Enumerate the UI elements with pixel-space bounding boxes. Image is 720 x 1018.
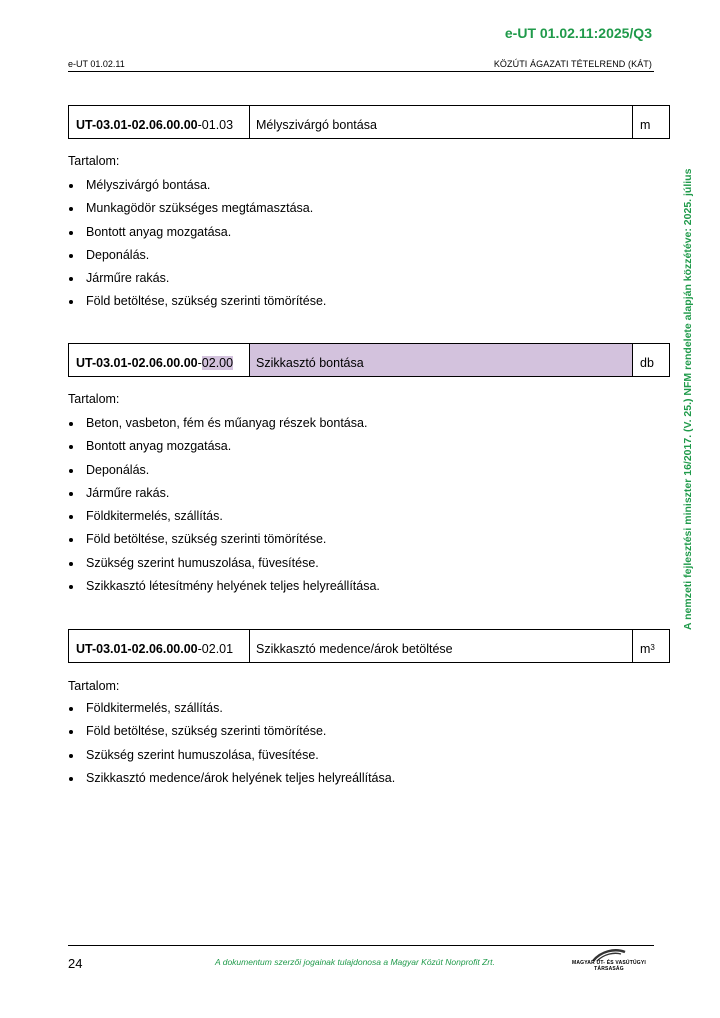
item-table-3 <box>68 629 670 663</box>
list-item: Földkitermelés, szállítás. <box>68 505 380 528</box>
unit-superscript: 3 <box>650 642 655 652</box>
list-item: Szükség szerint humuszolása, füvesítése. <box>68 744 395 767</box>
item-code-cell <box>69 344 250 376</box>
item-description: Szikkasztó medence/árok betöltése <box>250 630 633 662</box>
unit-text: m <box>640 642 651 656</box>
list-item: Deponálás. <box>68 459 380 482</box>
header-right-title: KÖZÚTI ÁGAZATI TÉTELREND (KÁT) <box>493 59 652 69</box>
header-rule <box>68 71 654 72</box>
footer-rule <box>68 945 654 946</box>
logo-text: MAGYAR ÚT- ÉS VASÚTÜGYI TÁRSASÁG <box>571 960 647 972</box>
content-label: Tartalom: <box>68 392 120 406</box>
list-item: Földkitermelés, szállítás. <box>68 697 395 720</box>
list-item: Mélyszivárgó bontása. <box>68 174 326 197</box>
item-unit <box>633 344 669 376</box>
list-item: Bontott anyag mozgatása. <box>68 221 326 244</box>
item-description-highlighted: Szikkasztó bontása <box>250 344 633 376</box>
list-item: Járműre rakás. <box>68 267 326 290</box>
item-code-suffix: 02.01 <box>201 642 234 656</box>
content-label: Tartalom: <box>68 679 120 693</box>
list-item: Szükség szerint humuszolása, füvesítése. <box>68 552 380 575</box>
item-unit <box>633 630 669 662</box>
list-item: Szikkasztó medence/árok helyének teljes helyreállítása. <box>68 767 395 790</box>
header-left-code: e-UT 01.02.11 <box>68 59 125 69</box>
content-bullet-list <box>68 412 380 598</box>
item-unit <box>633 106 669 138</box>
item-code-suffix-highlighted: 02.00 <box>201 356 234 370</box>
item-code-cell <box>69 106 250 138</box>
list-item: Föld betöltése, szükség szerinti tömörítése. <box>68 290 326 313</box>
content-bullet-list <box>68 174 326 314</box>
list-item: Járműre rakás. <box>68 482 380 505</box>
content-label: Tartalom: <box>68 154 120 168</box>
unit-text: db <box>640 356 654 370</box>
organization-logo <box>563 948 655 970</box>
item-code-main: UT-03.01-02.06.00.00 <box>76 356 198 370</box>
list-item: Munkagödör szükséges megtámasztása. <box>68 197 326 220</box>
list-item: Deponálás. <box>68 244 326 267</box>
list-item: Szikkasztó létesítmény helyének teljes helyreállítása. <box>68 575 380 598</box>
list-item: Bontott anyag mozgatása. <box>68 435 380 458</box>
item-code-sep: - <box>197 642 202 656</box>
unit-text: m <box>640 118 651 132</box>
item-code-main: UT-03.01-02.06.00.00 <box>76 118 198 132</box>
item-code-cell <box>69 630 250 662</box>
item-description: Mélyszivárgó bontása <box>250 106 633 138</box>
item-code-sep: - <box>197 118 202 132</box>
content-bullet-list <box>68 697 395 790</box>
side-publication-note: A nemzeti fejlesztési miniszter 16/2017. (V. 25.) NFM rendelete alapján közzétéve: 2025. július <box>682 168 694 630</box>
item-code-main: UT-03.01-02.06.00.00 <box>76 642 198 656</box>
list-item: Beton, vasbeton, fém és műanyag részek bontása. <box>68 412 380 435</box>
item-code-suffix: 01.03 <box>201 118 234 132</box>
item-table-1 <box>68 105 670 139</box>
list-item: Föld betöltése, szükség szerinti tömörítése. <box>68 528 380 551</box>
document-code: e-UT 01.02.11:2025/Q3 <box>504 25 652 41</box>
list-item: Föld betöltése, szükség szerinti tömörítése. <box>68 720 395 743</box>
copyright-notice: A dokumentum szerzői jogainak tulajdonosa a Magyar Közút Nonprofit Zrt. <box>215 957 495 967</box>
page-number: 24 <box>68 956 83 971</box>
item-table-2 <box>68 343 670 377</box>
item-code-sep: - <box>197 356 202 370</box>
